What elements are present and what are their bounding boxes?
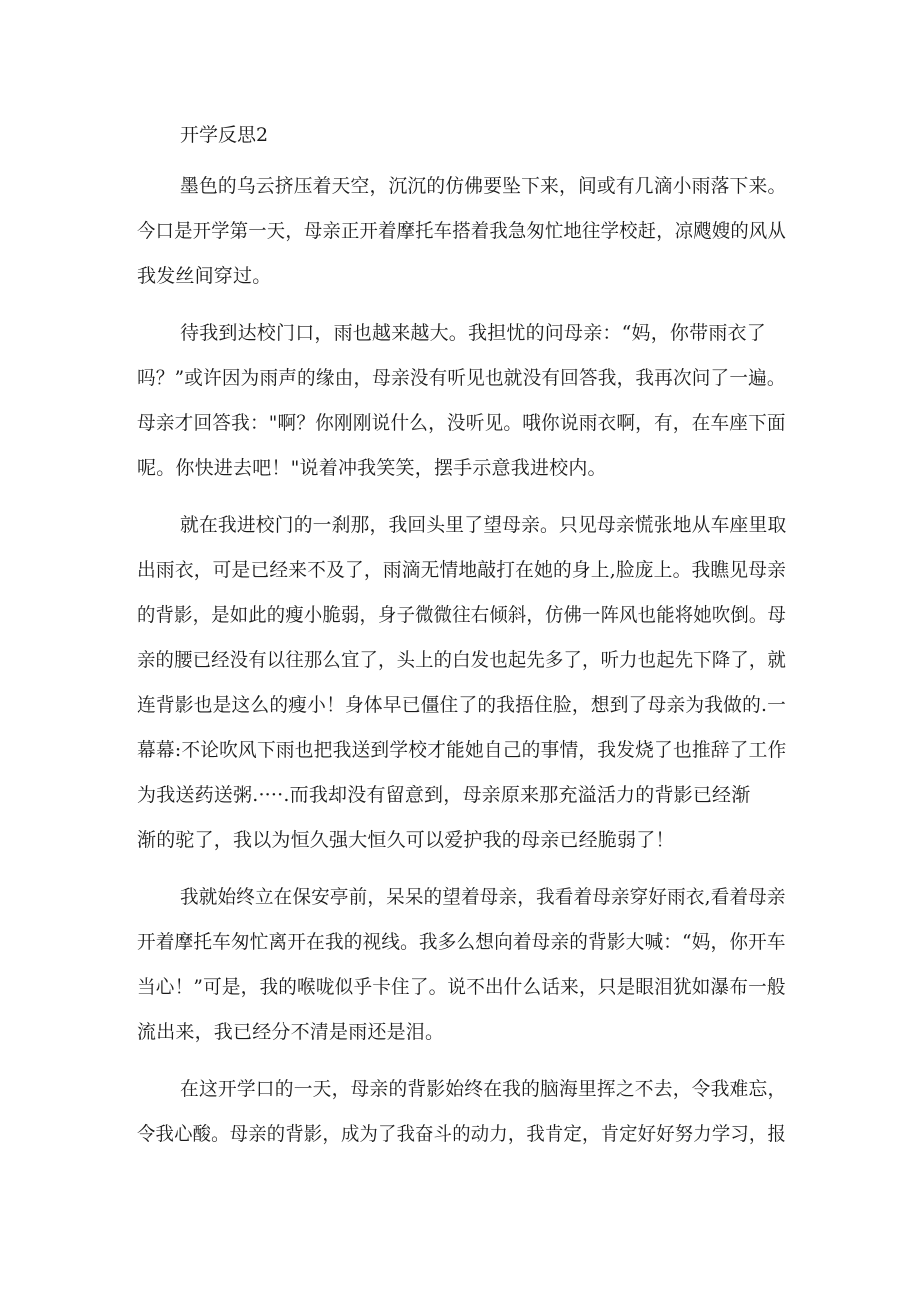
paragraph-line: 亲的腰已经没有以往那么宜了，头上的白发也起先多了，听力也起先下降了，就 <box>137 649 787 671</box>
paragraph-line: 待我到达校门口，雨也越来越大。我担忧的问母亲：“妈，你带雨衣了 <box>180 322 766 344</box>
paragraph-line: 我发丝间穿过。 <box>137 265 272 287</box>
paragraph-line: 开着摩托车匆忙离开在我的视线。我多么想向着母亲的背影大喊：“妈，你开车 <box>137 931 786 953</box>
paragraph-line: 渐的驼了，我以为恒久强大恒久可以爱护我的母亲已经脆弱了！ <box>137 829 675 851</box>
paragraph-line: 连背影也是这么的瘦小！身体早已僵住了的我捂住脸，想到了母亲为我做的.一 <box>137 694 787 716</box>
paragraph-line: 就在我进校门的一刹那，我回头里了望母亲。只见母亲慌张地从车座里取 <box>180 514 787 536</box>
paragraph-line: 流出来，我已经分不清是雨还是泪。 <box>137 1021 445 1043</box>
paragraph-line: 幕幕:不论吹风下雨也把我送到学校才能她自己的事情，我发烧了也推辞了工作 <box>137 739 787 761</box>
paragraph-line: 当心！”可是，我的喉咙似乎卡住了。说不出什么话来，只是眼泪犹如瀑布一般 <box>137 976 786 998</box>
paragraph-line: 母亲才回答我："啊？你刚刚说什么，没听见。哦你说雨衣啊，有，在车座下面 <box>137 412 786 434</box>
paragraph-line: 呢。你快进去吧！"说着冲我笑笑，摆手示意我进校内。 <box>137 457 607 479</box>
paragraph-line: 的背影，是如此的瘦小脆弱，身子微微往右倾斜，仿佛一阵风也能将她吹倒。母 <box>137 604 787 626</box>
paragraph-line: 我就始终立在保安亭前，呆呆的望着母亲，我看着母亲穿好雨衣,看着母亲 <box>180 886 786 908</box>
paragraph-line: 今口是开学第一天，母亲正开着摩托车搭着我急匆忙地往学校赶，凉飕嫂的风从 <box>137 220 787 242</box>
paragraph-line: 出雨衣，可是已经来不及了，雨滴无情地敲打在她的身上,脸庞上。我瞧见母亲 <box>137 559 787 581</box>
paragraph-line: 吗？”或许因为雨声的缘由，母亲没有听见也就没有回答我，我再次问了一遍。 <box>137 367 786 389</box>
paragraph-line: 墨色的乌云挤压着天空，沉沉的仿佛要坠下来，间或有几滴小雨落下来。 <box>180 175 787 197</box>
paragraph-line: 为我送药送粥.····.而我却没有留意到，母亲原来那充溢活力的背影已经渐 <box>137 784 751 806</box>
paragraph-line: 在这开学口的一天，母亲的背影始终在我的脑海里挥之不去，令我难忘， <box>180 1078 787 1100</box>
paragraph-line: 令我心酸。母亲的背影，成为了我奋斗的动力，我肯定，肯定好好努力学习，报 <box>137 1123 787 1145</box>
document-title: 开学反思2 <box>180 124 269 146</box>
